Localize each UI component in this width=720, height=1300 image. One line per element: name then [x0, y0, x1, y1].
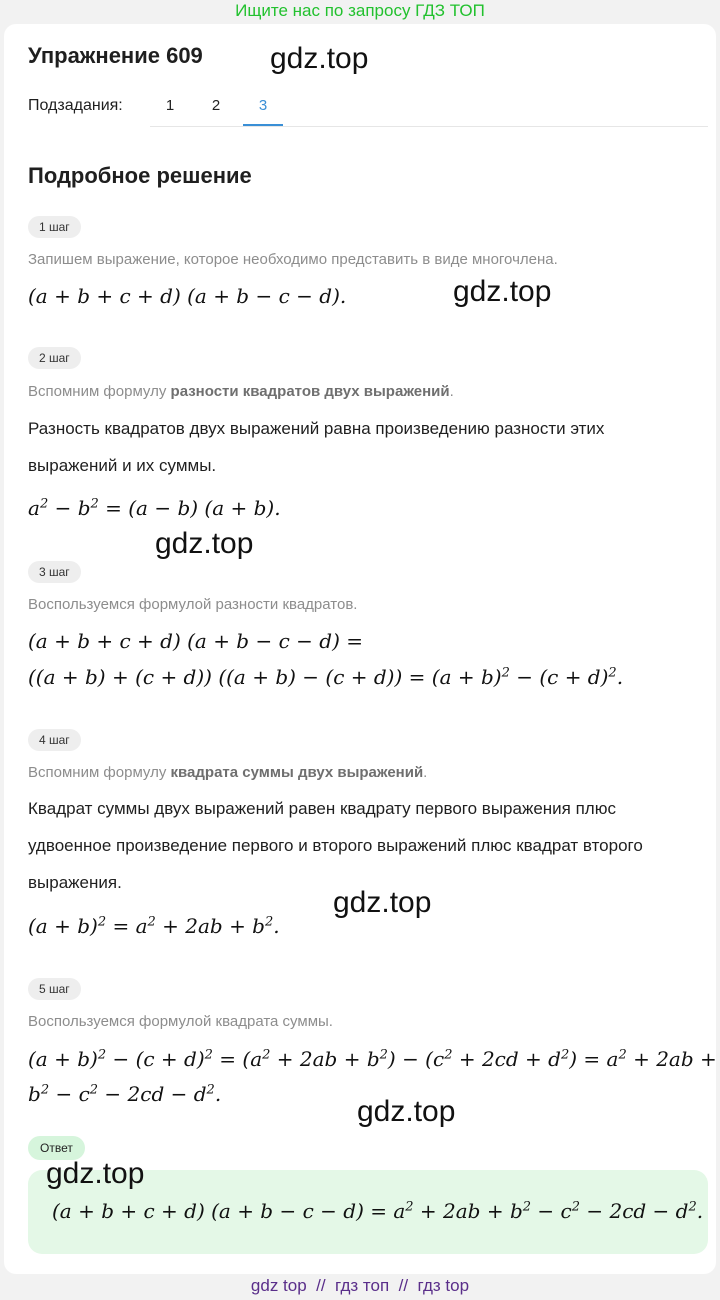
step-2-hint: Вспомним формулу разности квадратов двух выражений. — [28, 383, 454, 400]
tab-subtask-1[interactable]: 1 — [165, 97, 175, 114]
answer-badge: Ответ — [28, 1136, 85, 1160]
step-5-hint: Воспользуемся формулой квадрата суммы. — [28, 1013, 333, 1030]
footer-link-gdz-top-mixed[interactable]: гдз top — [417, 1276, 470, 1295]
step-5-formula-line-1: $(a + b)^2 - (c + d)^2 = (a^2 + 2ab + b^2) - (c^2 + 2cd + d^2) = a^2 + 2ab$ + — [28, 1047, 717, 1071]
tab-subtask-2[interactable]: 2 — [211, 97, 221, 114]
watermark: gdz.top — [357, 1095, 456, 1128]
footer-link-gdz-top[interactable]: gdz top — [250, 1276, 307, 1295]
step-2-badge: 2 шаг — [28, 347, 81, 369]
subtasks-label: Подзадания: — [28, 97, 123, 114]
footer-link-gdz-top-ru[interactable]: гдз топ — [335, 1276, 390, 1295]
step-2-text: Разность квадратов двух выражений равна произведению разности этих выражений и их суммы. — [28, 419, 605, 475]
step-4-hint: Вспомним формулу квадрата суммы двух выражений. — [28, 764, 428, 781]
watermark: gdz.top — [155, 527, 254, 560]
watermark: gdz.top — [270, 42, 369, 75]
footer-separator: // — [316, 1276, 326, 1295]
step-4-text: Квадрат суммы двух выражений равен квадрату первого выражения плюс удвоенное произведение первого и второго выражений плюс квадрат второго выражения. — [28, 799, 643, 892]
search-banner: Ищите нас по запросу ГДЗ ТОП — [235, 1, 485, 20]
footer-separator: // — [398, 1276, 409, 1295]
solution-heading: Подробное решение — [28, 163, 252, 188]
step-5-formula-line-2: $b^2 - c^2 - 2cd - d^2$. — [28, 1082, 222, 1106]
watermark: gdz.top — [453, 275, 552, 308]
step-5-badge: 5 шаг — [28, 978, 81, 1000]
watermark: gdz.top — [46, 1157, 145, 1190]
step-4-badge: 4 шаг — [28, 729, 81, 751]
subtask-tabs — [150, 94, 708, 127]
step-4-formula: $(a + b)^2 = a^2 + 2ab + b^2$. — [28, 914, 280, 938]
step-2-formula: $a^2 - b^2 = (a - b) (a + b)$. — [28, 496, 281, 520]
step-3-formula-line-2: ((a + b) + (c + d)) $((a + b) - (c + d)) = (a + b)^2 - (c + d)^2$. — [28, 665, 624, 689]
step-3-badge: 3 шаг — [28, 561, 81, 583]
step-1-hint: Запишем выражение, которое необходимо представить в виде многочлена. — [28, 251, 558, 268]
footer-links — [0, 1274, 720, 1298]
step-1-badge: 1 шаг — [28, 216, 81, 238]
step-3-hint: Воспользуемся формулой разности квадратов. — [28, 596, 358, 613]
answer-formula: (a + b + c + d) $(a + b - c - d) = a^2 + 2ab + b^2 - c^2 - 2cd - d^2$. — [52, 1199, 704, 1223]
watermark: gdz.top — [333, 886, 432, 919]
step-3-formula-line-1: (a + b + c + d) (a + b − c − d) = — [28, 629, 363, 653]
exercise-title: Упражнение 609 — [28, 43, 203, 68]
step-1-formula: (a + b + c + d) (a + b − c − d). — [28, 284, 347, 308]
tab-subtask-3[interactable]: 3 — [243, 94, 283, 126]
